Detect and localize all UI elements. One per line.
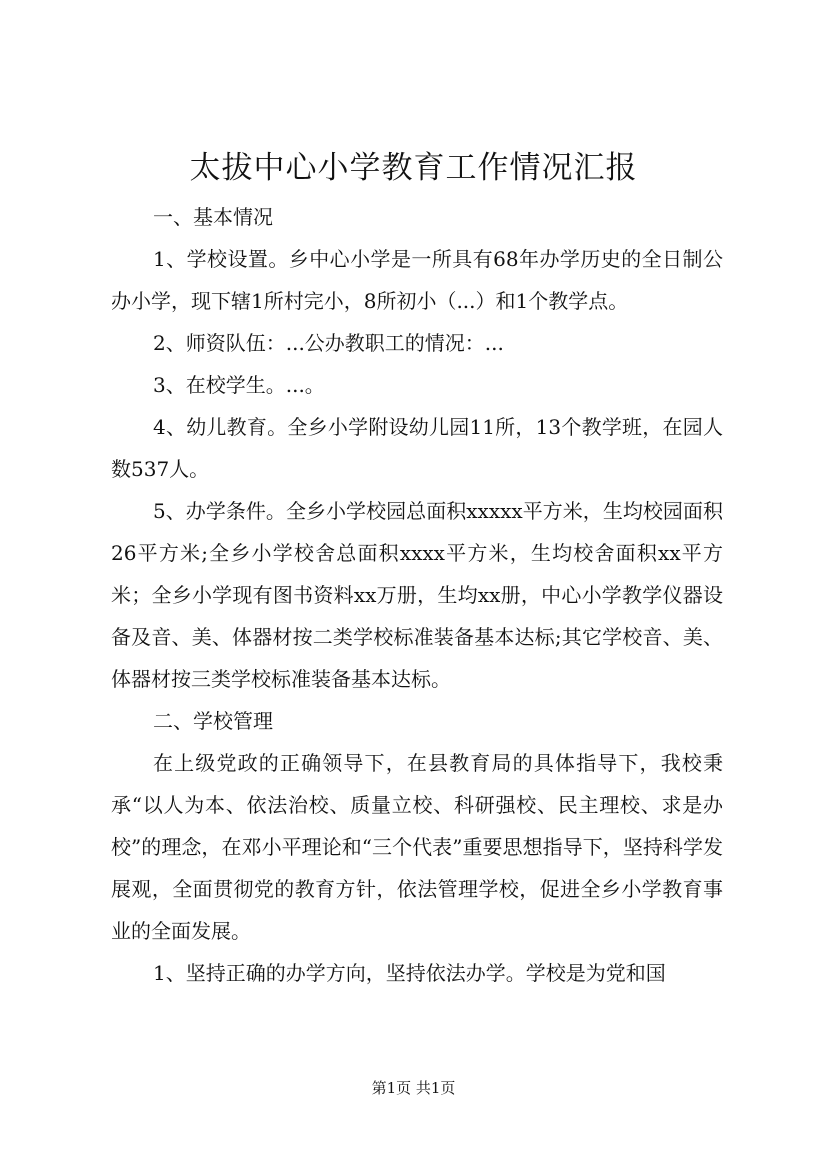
section-heading-management: 二、学校管理 (153, 709, 273, 733)
section-heading-basic-info: 一、基本情况 (153, 205, 273, 229)
paragraph-students: 3、在校学生。...。 (153, 373, 325, 397)
paragraph-school-setup: 1、学校设置。乡中心小学是一所具有68年办学历史的全日制公办小学，现下辖1所村完小，8所初小（...）和1个教学点。 (111, 247, 723, 313)
paragraph-direction: 1、坚持正确的办学方向，坚持依法办学。学校是为党和国 (153, 961, 666, 985)
document-title: 太拔中心小学教育工作情况汇报 (189, 150, 638, 186)
paragraph-teaching-staff: 2、师资队伍：...公办教职工的情况：... (153, 331, 504, 355)
document-body (111, 196, 723, 994)
paragraph-management-overview: 在上级党政的正确领导下，在县教育局的具体指导下，我校秉承“以人为本、依法治校、质量立校、科研强校、民主理校、求是办校”的理念，在邓小平理论和“三个代表”重要思想指导下，坚持科学发展观，全面贯彻党的教育方针，依法管理学校，促进全乡小学教育事业的全面发展。 (111, 751, 723, 943)
paragraph-preschool: 4、幼儿教育。全乡小学附设幼儿园11所，13个教学班，在园人数537人。 (111, 415, 723, 481)
paragraph-facilities: 5、办学条件。全乡小学校园总面积xxxxx平方米，生均校园面积26平方米;全乡小学校舍总面积xxxx平方米，生均校舍面积xx平方米；全乡小学现有图书资料xx万册，生均xx册，中心小学教学仪器设备及音、美、体器材按二类学校标准装备基本达标;其它学校音、美、体器材按三类学校标准装备基本达标。 (111, 499, 723, 691)
page-footer: 第1页 共1页 (371, 1079, 456, 1097)
